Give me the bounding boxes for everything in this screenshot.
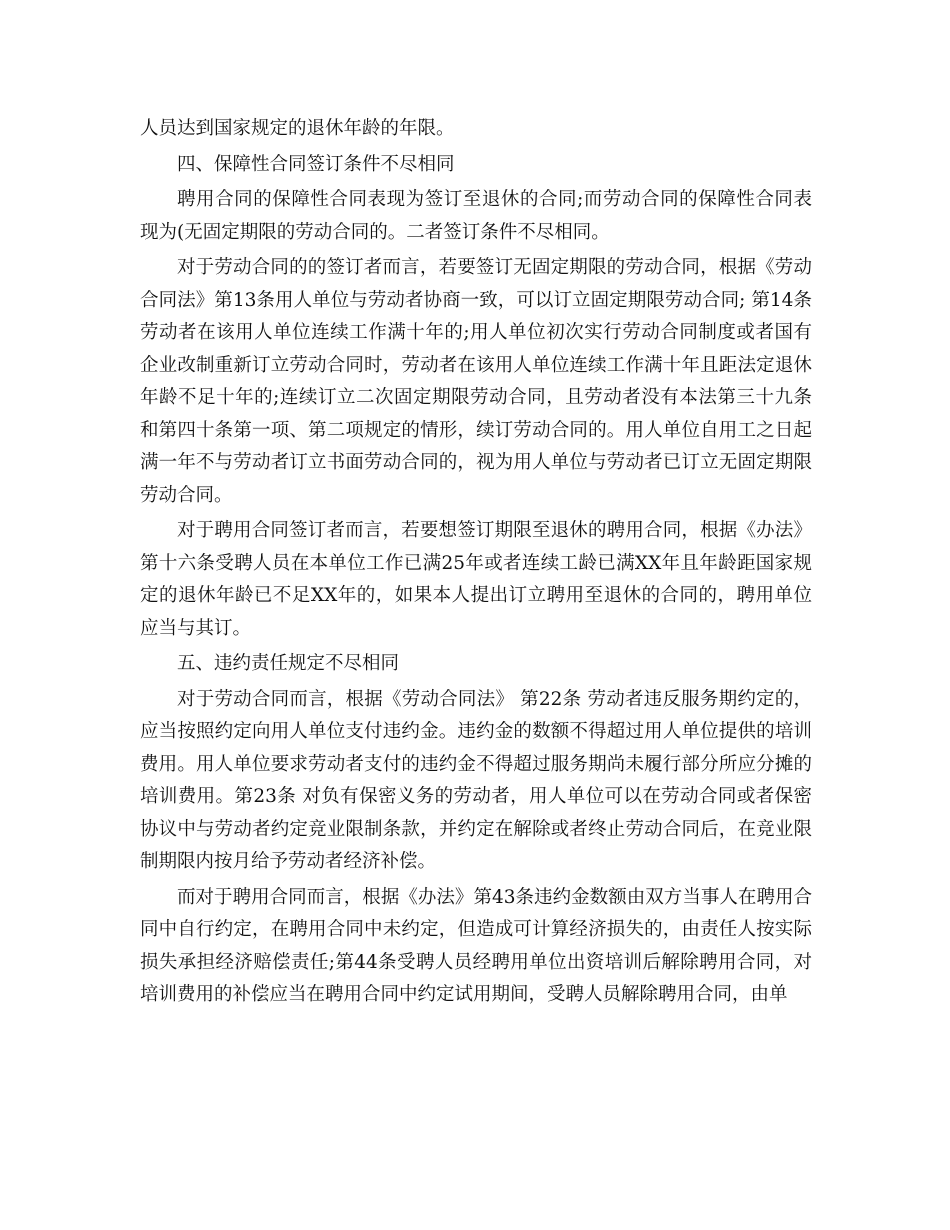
paragraph: 对于劳动合同的的签订者而言，若要签订无固定期限的劳动合同，根据《劳动合同法》第13条用人单位与劳动者协商一致，可以订立固定期限劳动合同; 第14条劳动者在该用人单位连续工作满十年的;用人单位初次实行劳动合同制度或者国有企业改制重新订立劳动合同时，劳动者在该用人单位连续工作满十年且距法定退休年龄不足十年的;连续订立二次固定期限劳动合同，且劳动者没有本法第三十九条和第四十条第一项、第二项规定的情形，续订劳动合同的。用人单位自用工之日起满一年不与劳动者订立书面劳动合同的，视为用人单位与劳动者已订立无固定期限劳动合同。 (140, 257, 812, 506)
paragraph: 聘用合同的保障性合同表现为签订至退休的合同;而劳动合同的保障性合同表现为(无固定期限的劳动合同的。二者签订条件不尽相同。 (140, 189, 812, 243)
paragraph: 对于聘用合同签订者而言，若要想签订期限至退休的聘用合同，根据《办法》第十六条受聘人员在本单位工作已满25年或者连续工龄已满XX年且年龄距国家规定的退休年龄已不足XX年的，如果本人提出订立聘用至退休的合同的，聘用单位应当与其订。 (140, 520, 812, 639)
section-heading-4: 四、保障性合同签订条件不尽相同 (177, 153, 455, 175)
section-heading-5: 五、违约责任规定不尽相同 (177, 653, 400, 674)
paragraph: 对于劳动合同而言，根据《劳动合同法》 第22条 劳动者违反服务期约定的，应当按照约定向用人单位支付违约金。违约金的数额不得超过用人单位提供的培训费用。用人单位要求劳动者支付的违约金不得超过服务期尚未履行部分所应分摊的培训费用。第23条 对负有保密义务的劳动者，用人单位可以在劳动合同或者保密协议中与劳动者约定竞业限制条款，并约定在解除或者终止劳动合同后，在竞业限制期限内按月给予劳动者经济补偿。 (140, 688, 812, 872)
paragraph: 而对于聘用合同而言，根据《办法》第43条违约金数额由双方当事人在聘用合同中自行约定，在聘用合同中未约定，但造成可计算经济损失的，由责任人按实际损失承担经济赔偿责任;第44条受聘人员经聘用单位出资培训后解除聘用合同，对培训费用的补偿应当在聘用合同中约定试用期间，受聘人员解除聘用合同，由单 (140, 886, 812, 1005)
document-body (140, 113, 812, 1015)
paragraph-continuation: 人员达到国家规定的退休年龄的年限。 (140, 118, 455, 139)
